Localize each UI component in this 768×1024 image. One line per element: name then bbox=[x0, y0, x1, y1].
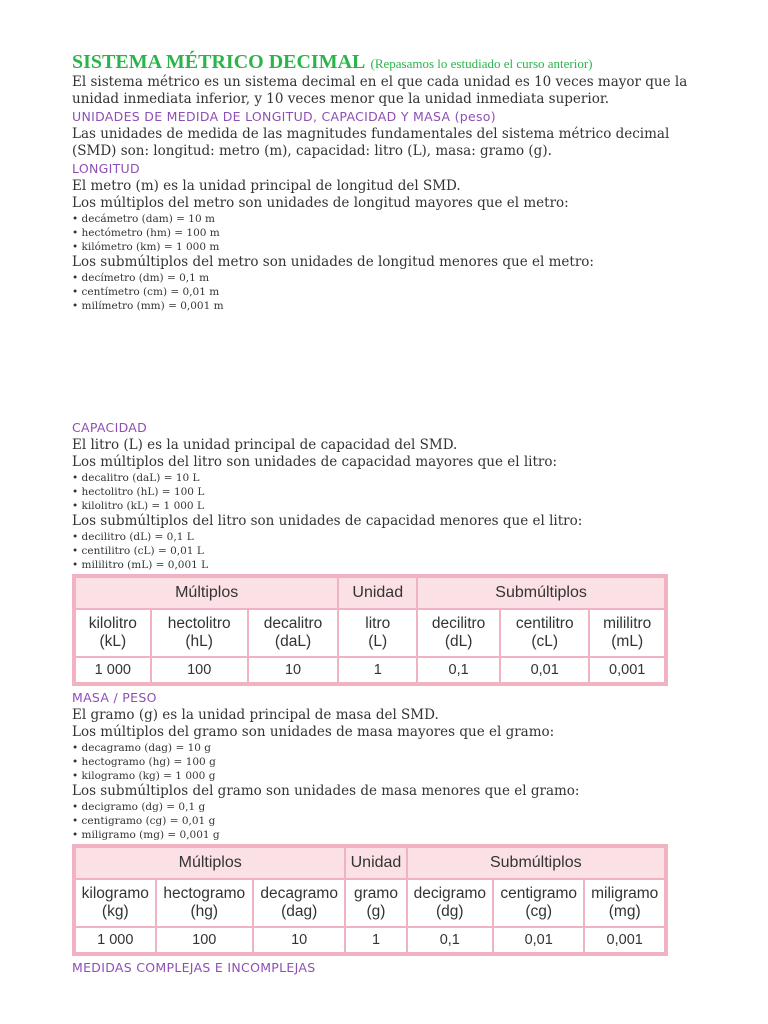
unit-symbol: (dL) bbox=[444, 633, 473, 650]
unit-name: kilogramo bbox=[81, 885, 149, 902]
document-page bbox=[72, 50, 702, 977]
unit-name: decilitro bbox=[431, 615, 486, 632]
unit-symbol: (dg) bbox=[436, 903, 464, 920]
unit-name: centilitro bbox=[515, 615, 574, 632]
unit-symbol: (cL) bbox=[531, 633, 559, 650]
table-value: 0,001 bbox=[584, 927, 666, 954]
list-item: • centigramo (cg) = 0,01 g bbox=[72, 815, 216, 827]
unit-symbol: (kL) bbox=[99, 633, 127, 650]
page-subtitle: (Repasamos lo estudiado el curso anterior) bbox=[370, 56, 593, 71]
list-item: • decilitro (dL) = 0,1 L bbox=[72, 531, 194, 543]
table-header-submultiples: Submúltiplos bbox=[417, 576, 666, 609]
units-heading-text: UNIDADES DE MEDIDA DE LONGITUD, CAPACIDAD Y MASA bbox=[72, 109, 451, 124]
table-cell bbox=[253, 879, 345, 927]
capacidad-multiples-intro: Los múltiplos del litro son unidades de capacidad mayores que el litro: bbox=[72, 454, 558, 470]
unit-name: hectogramo bbox=[163, 885, 246, 902]
table-cell bbox=[500, 609, 589, 657]
list-item: • decámetro (dam) = 10 m bbox=[72, 213, 215, 225]
unit-name: decagramo bbox=[260, 885, 338, 902]
unit-name: mililitro bbox=[603, 615, 652, 632]
unit-symbol: (hg) bbox=[190, 903, 219, 920]
list-item: • hectómetro (hm) = 100 m bbox=[72, 227, 220, 239]
list-item: • decímetro (dm) = 0,1 m bbox=[72, 272, 210, 284]
unit-symbol: (dag) bbox=[281, 903, 318, 920]
unit-symbol: (cg) bbox=[525, 903, 553, 920]
units-paragraph: Las unidades de medida de las magnitudes fundamentales del sistema métrico decimal (SMD) son: longitud: metro (m), capacidad: litro (L), masa: gramo (g). bbox=[72, 126, 670, 159]
table-value: 100 bbox=[156, 927, 253, 954]
table-value: 0,01 bbox=[500, 657, 589, 684]
unit-symbol: (mL) bbox=[611, 633, 644, 650]
masa-heading: MASA / PESO bbox=[72, 690, 157, 705]
unit-symbol: (hL) bbox=[185, 633, 213, 650]
list-item: • kilolitro (kL) = 1 000 L bbox=[72, 500, 204, 512]
table-header-multiples: Múltiplos bbox=[74, 576, 338, 609]
longitud-submultiples-intro: Los submúltiplos del metro son unidades de longitud menores que el metro: bbox=[72, 254, 594, 270]
table-header-submultiples: Submúltiplos bbox=[407, 846, 666, 879]
list-item: • decigramo (dg) = 0,1 g bbox=[72, 801, 206, 813]
table-cell bbox=[417, 609, 500, 657]
table-cell bbox=[248, 609, 339, 657]
list-item: • mililitro (mL) = 0,001 L bbox=[72, 559, 209, 571]
list-item: • centilitro (cL) = 0,01 L bbox=[72, 545, 204, 557]
table-value: 10 bbox=[248, 657, 339, 684]
unit-name: decalitro bbox=[263, 615, 323, 632]
table-cell bbox=[74, 609, 151, 657]
table-cell bbox=[589, 609, 666, 657]
table-value: 0,1 bbox=[417, 657, 500, 684]
page-title: SISTEMA MÉTRICO DECIMAL bbox=[72, 51, 366, 73]
list-item: • kilómetro (km) = 1 000 m bbox=[72, 241, 220, 253]
masa-multiples-intro: Los múltiplos del gramo son unidades de masa mayores que el gramo: bbox=[72, 724, 555, 740]
title-line bbox=[72, 50, 702, 74]
longitud-multiples-intro: Los múltiplos del metro son unidades de longitud mayores que el metro: bbox=[72, 195, 569, 211]
longitud-principal: El metro (m) es la unidad principal de longitud del SMD. bbox=[72, 178, 461, 194]
table-value: 1 000 bbox=[74, 927, 156, 954]
table-cell bbox=[493, 879, 584, 927]
table-cell bbox=[338, 609, 417, 657]
blank-space bbox=[72, 313, 702, 419]
table-value: 10 bbox=[253, 927, 345, 954]
list-item: • milímetro (mm) = 0,001 m bbox=[72, 300, 224, 312]
unit-symbol: (kg) bbox=[101, 903, 129, 920]
masa-submultiples-intro: Los submúltiplos del gramo son unidades de masa menores que el gramo: bbox=[72, 783, 580, 799]
table-cell bbox=[345, 879, 406, 927]
capacidad-heading: CAPACIDAD bbox=[72, 420, 148, 435]
intro-paragraph: El sistema métrico es un sistema decimal en el que cada unidad es 10 veces mayor que la unidad inmediata inferior, y 10 veces menor que la unidad inmediata superior. bbox=[72, 74, 688, 107]
unit-name: kilolitro bbox=[88, 615, 137, 632]
unit-name: centigramo bbox=[500, 885, 578, 902]
list-item: • centímetro (cm) = 0,01 m bbox=[72, 286, 220, 298]
table-header-multiples: Múltiplos bbox=[74, 846, 345, 879]
table-value: 100 bbox=[151, 657, 248, 684]
table-header-unidad: Unidad bbox=[338, 576, 417, 609]
table-cell bbox=[584, 879, 666, 927]
list-item: • kilogramo (kg) = 1 000 g bbox=[72, 770, 216, 782]
table-value: 1 bbox=[345, 927, 406, 954]
unit-symbol: (mg) bbox=[608, 903, 641, 920]
table-cell bbox=[151, 609, 248, 657]
longitud-heading: LONGITUD bbox=[72, 161, 140, 176]
unit-name: gramo bbox=[354, 885, 398, 902]
list-item: • miligramo (mg) = 0,001 g bbox=[72, 829, 220, 841]
capacidad-submultiples-intro: Los submúltiplos del litro son unidades de capacidad menores que el litro: bbox=[72, 513, 583, 529]
table-value: 0,1 bbox=[407, 927, 493, 954]
unit-name: litro bbox=[365, 615, 391, 632]
masa-table bbox=[72, 844, 668, 956]
capacidad-table bbox=[72, 574, 668, 686]
unit-symbol: (daL) bbox=[274, 633, 312, 650]
units-heading-note: (peso) bbox=[454, 109, 496, 124]
table-header-unidad: Unidad bbox=[345, 846, 406, 879]
table-cell bbox=[156, 879, 253, 927]
table-cell bbox=[407, 879, 493, 927]
unit-symbol: (g) bbox=[366, 903, 386, 920]
list-item: • hectolitro (hL) = 100 L bbox=[72, 486, 205, 498]
table-value: 0,01 bbox=[493, 927, 584, 954]
table-value: 1 bbox=[338, 657, 417, 684]
unit-name: miligramo bbox=[591, 885, 659, 902]
unit-symbol: (L) bbox=[368, 633, 388, 650]
table-value: 1 000 bbox=[74, 657, 151, 684]
table-value: 0,001 bbox=[589, 657, 666, 684]
table-cell bbox=[74, 879, 156, 927]
units-heading bbox=[72, 108, 702, 126]
list-item: • decagramo (dag) = 10 g bbox=[72, 742, 212, 754]
list-item: • decalitro (daL) = 10 L bbox=[72, 472, 200, 484]
complejas-heading: MEDIDAS COMPLEJAS E INCOMPLEJAS bbox=[72, 960, 316, 975]
unit-name: decigramo bbox=[413, 885, 486, 902]
unit-name: hectolitro bbox=[167, 615, 231, 632]
capacidad-principal: El litro (L) es la unidad principal de capacidad del SMD. bbox=[72, 437, 458, 453]
masa-principal: El gramo (g) es la unidad principal de masa del SMD. bbox=[72, 707, 439, 723]
list-item: • hectogramo (hg) = 100 g bbox=[72, 756, 216, 768]
